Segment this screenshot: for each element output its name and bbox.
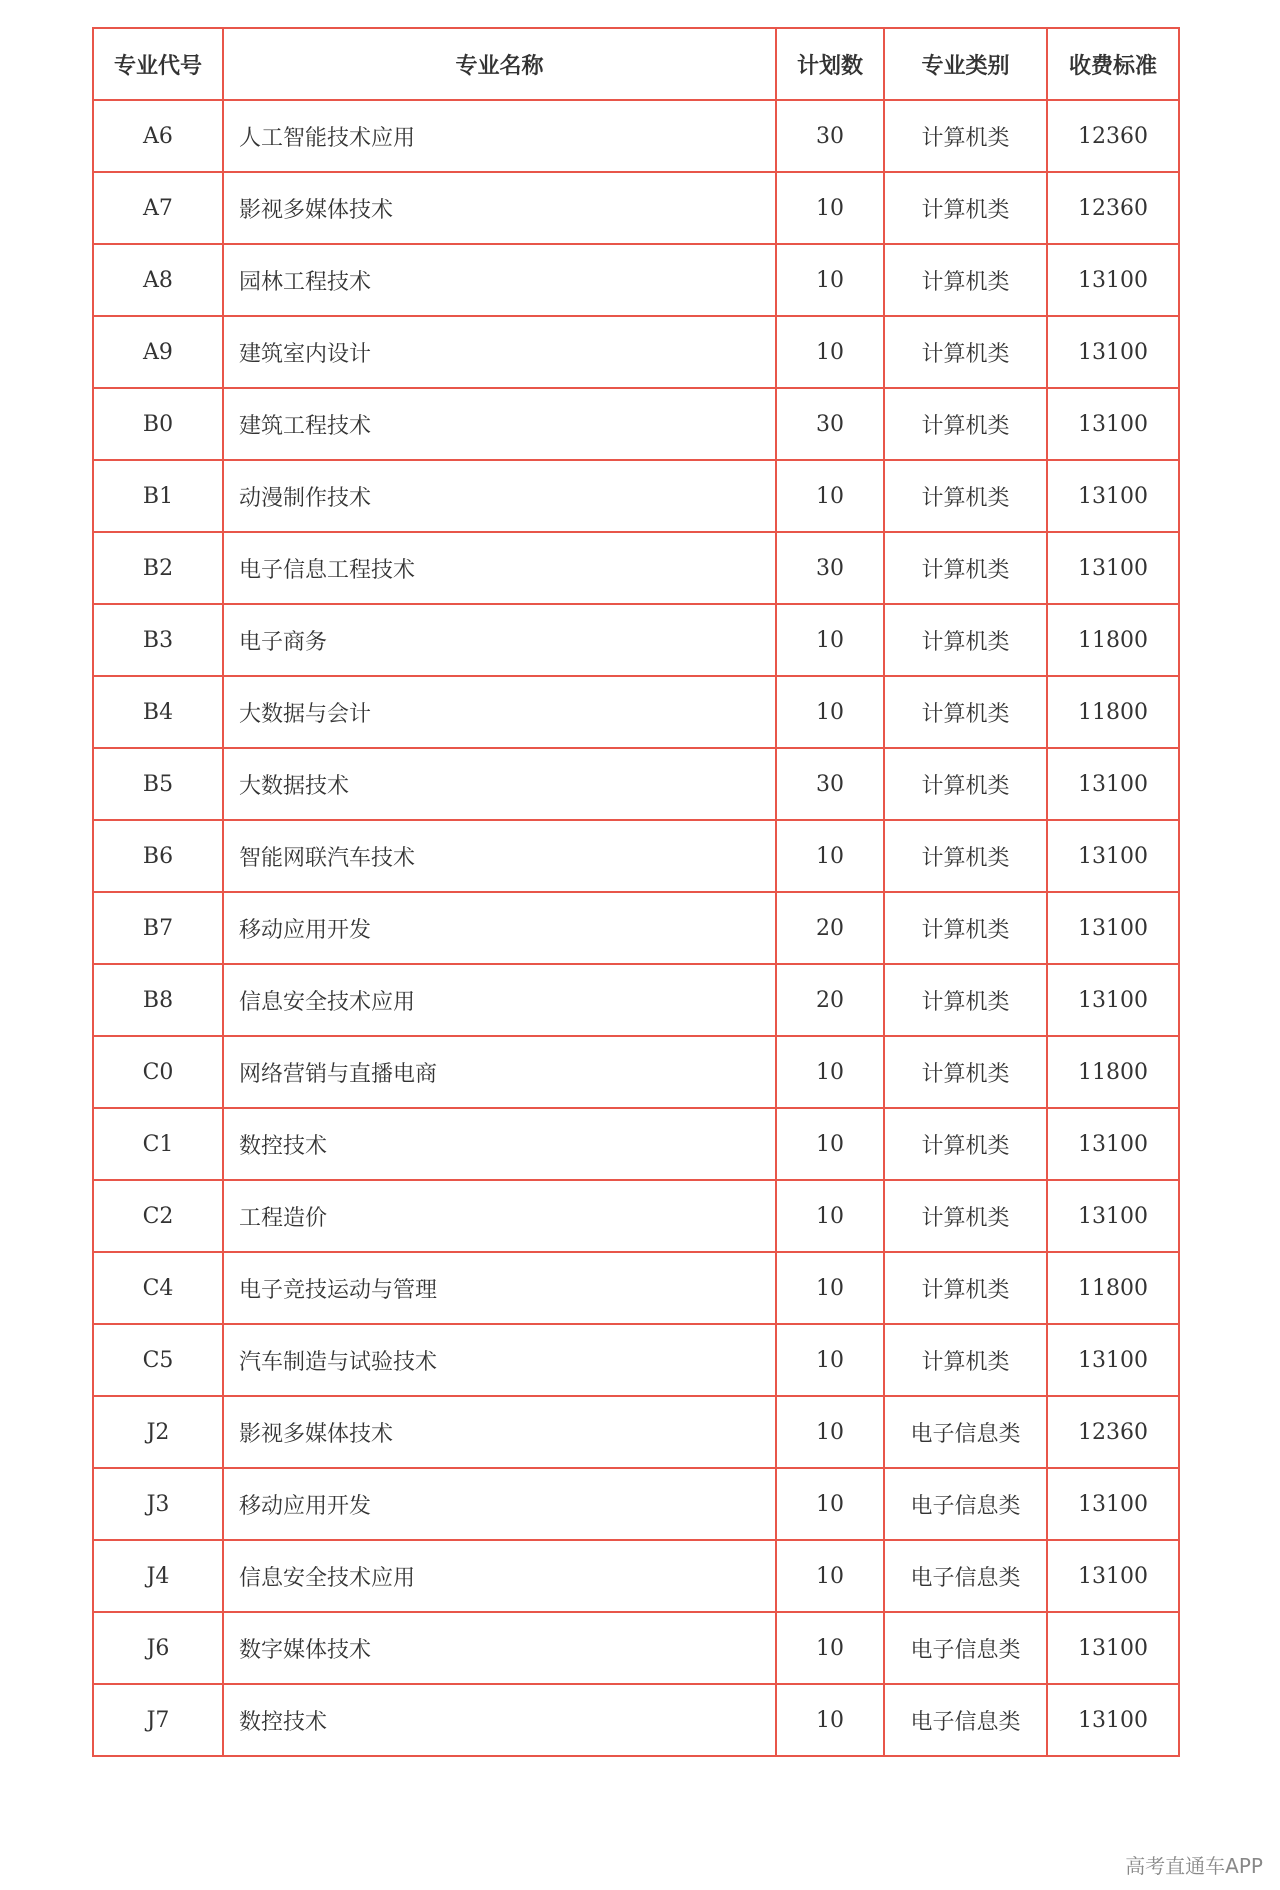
table-row — [93, 244, 1179, 316]
cell-fee-standard: 13100 — [1047, 892, 1179, 964]
cell-major-name: 智能网联汽车技术 — [223, 820, 776, 892]
cell-major-code: B3 — [93, 604, 223, 676]
header-major-category: 专业类别 — [884, 28, 1047, 100]
cell-major-category: 电子信息类 — [884, 1396, 1047, 1468]
table-row — [93, 892, 1179, 964]
cell-fee-standard: 13100 — [1047, 316, 1179, 388]
cell-plan-count: 20 — [776, 964, 884, 1036]
cell-plan-count: 10 — [776, 676, 884, 748]
cell-major-category: 计算机类 — [884, 316, 1047, 388]
cell-major-name: 影视多媒体技术 — [223, 1396, 776, 1468]
cell-fee-standard: 11800 — [1047, 1036, 1179, 1108]
cell-plan-count: 30 — [776, 748, 884, 820]
cell-major-code: J7 — [93, 1684, 223, 1756]
cell-plan-count: 10 — [776, 820, 884, 892]
cell-major-name: 大数据与会计 — [223, 676, 776, 748]
cell-major-code: A7 — [93, 172, 223, 244]
cell-major-category: 计算机类 — [884, 1252, 1047, 1324]
cell-major-name: 电子竞技运动与管理 — [223, 1252, 776, 1324]
cell-plan-count: 10 — [776, 1108, 884, 1180]
cell-major-code: C2 — [93, 1180, 223, 1252]
cell-plan-count: 10 — [776, 1468, 884, 1540]
cell-plan-count: 10 — [776, 316, 884, 388]
cell-major-code: B1 — [93, 460, 223, 532]
cell-major-category: 电子信息类 — [884, 1612, 1047, 1684]
cell-fee-standard: 13100 — [1047, 1468, 1179, 1540]
table-row — [93, 964, 1179, 1036]
cell-plan-count: 10 — [776, 244, 884, 316]
table-row — [93, 316, 1179, 388]
cell-major-name: 电子信息工程技术 — [223, 532, 776, 604]
cell-major-code: B6 — [93, 820, 223, 892]
table-body — [93, 100, 1179, 1756]
table-row — [93, 1180, 1179, 1252]
cell-major-name: 信息安全技术应用 — [223, 1540, 776, 1612]
cell-major-code: J4 — [93, 1540, 223, 1612]
cell-major-code: A6 — [93, 100, 223, 172]
cell-major-name: 建筑工程技术 — [223, 388, 776, 460]
cell-plan-count: 10 — [776, 1324, 884, 1396]
cell-major-code: J6 — [93, 1612, 223, 1684]
cell-major-name: 大数据技术 — [223, 748, 776, 820]
cell-fee-standard: 13100 — [1047, 1324, 1179, 1396]
cell-plan-count: 10 — [776, 604, 884, 676]
cell-major-name: 数字媒体技术 — [223, 1612, 776, 1684]
cell-plan-count: 10 — [776, 1036, 884, 1108]
cell-major-category: 计算机类 — [884, 1324, 1047, 1396]
cell-major-name: 汽车制造与试验技术 — [223, 1324, 776, 1396]
table-row — [93, 1684, 1179, 1756]
cell-major-category: 计算机类 — [884, 820, 1047, 892]
cell-major-category: 计算机类 — [884, 748, 1047, 820]
cell-major-name: 电子商务 — [223, 604, 776, 676]
table-row — [93, 172, 1179, 244]
watermark-text: 高考直通车APP — [1125, 1854, 1263, 1878]
cell-fee-standard: 13100 — [1047, 964, 1179, 1036]
cell-major-name: 信息安全技术应用 — [223, 964, 776, 1036]
table-row — [93, 1252, 1179, 1324]
cell-fee-standard: 13100 — [1047, 1540, 1179, 1612]
cell-major-name: 人工智能技术应用 — [223, 100, 776, 172]
table-row — [93, 748, 1179, 820]
cell-major-code: J2 — [93, 1396, 223, 1468]
cell-fee-standard: 13100 — [1047, 1180, 1179, 1252]
table-row — [93, 1324, 1179, 1396]
table-row — [93, 100, 1179, 172]
cell-major-category: 电子信息类 — [884, 1684, 1047, 1756]
cell-fee-standard: 13100 — [1047, 1612, 1179, 1684]
table-row — [93, 1468, 1179, 1540]
cell-major-code: J3 — [93, 1468, 223, 1540]
cell-major-category: 计算机类 — [884, 676, 1047, 748]
cell-fee-standard: 13100 — [1047, 388, 1179, 460]
enrollment-plan-table — [92, 27, 1180, 1757]
cell-plan-count: 10 — [776, 1540, 884, 1612]
table-row — [93, 820, 1179, 892]
cell-fee-standard: 12360 — [1047, 100, 1179, 172]
cell-plan-count: 10 — [776, 1252, 884, 1324]
table-row — [93, 388, 1179, 460]
cell-major-category: 计算机类 — [884, 1108, 1047, 1180]
cell-major-code: A9 — [93, 316, 223, 388]
cell-major-code: B4 — [93, 676, 223, 748]
cell-major-code: C5 — [93, 1324, 223, 1396]
table-row — [93, 532, 1179, 604]
table-row — [93, 1612, 1179, 1684]
cell-major-name: 数控技术 — [223, 1108, 776, 1180]
table-row — [93, 604, 1179, 676]
cell-major-category: 计算机类 — [884, 388, 1047, 460]
cell-major-category: 计算机类 — [884, 1036, 1047, 1108]
enrollment-table-container — [92, 27, 1178, 1757]
cell-major-name: 数控技术 — [223, 1684, 776, 1756]
cell-major-code: B5 — [93, 748, 223, 820]
cell-major-name: 移动应用开发 — [223, 892, 776, 964]
cell-major-category: 计算机类 — [884, 172, 1047, 244]
table-row — [93, 1396, 1179, 1468]
cell-major-category: 计算机类 — [884, 892, 1047, 964]
table-row — [93, 1108, 1179, 1180]
cell-fee-standard: 12360 — [1047, 172, 1179, 244]
cell-major-category: 计算机类 — [884, 1180, 1047, 1252]
cell-plan-count: 10 — [776, 1612, 884, 1684]
cell-major-category: 计算机类 — [884, 460, 1047, 532]
cell-plan-count: 30 — [776, 100, 884, 172]
cell-major-code: C4 — [93, 1252, 223, 1324]
cell-plan-count: 10 — [776, 1396, 884, 1468]
cell-fee-standard: 13100 — [1047, 1684, 1179, 1756]
cell-major-name: 影视多媒体技术 — [223, 172, 776, 244]
cell-major-category: 计算机类 — [884, 532, 1047, 604]
cell-major-category: 计算机类 — [884, 964, 1047, 1036]
cell-major-code: B0 — [93, 388, 223, 460]
cell-major-name: 动漫制作技术 — [223, 460, 776, 532]
header-major-code: 专业代号 — [93, 28, 223, 100]
cell-plan-count: 10 — [776, 1684, 884, 1756]
table-row — [93, 676, 1179, 748]
cell-plan-count: 10 — [776, 1180, 884, 1252]
cell-major-code: A8 — [93, 244, 223, 316]
table-row — [93, 460, 1179, 532]
cell-major-name: 园林工程技术 — [223, 244, 776, 316]
cell-major-name: 建筑室内设计 — [223, 316, 776, 388]
table-row — [93, 1540, 1179, 1612]
table-header-row — [93, 28, 1179, 100]
cell-major-name: 网络营销与直播电商 — [223, 1036, 776, 1108]
cell-fee-standard: 11800 — [1047, 604, 1179, 676]
cell-plan-count: 20 — [776, 892, 884, 964]
cell-major-category: 计算机类 — [884, 604, 1047, 676]
cell-plan-count: 10 — [776, 172, 884, 244]
table-row — [93, 1036, 1179, 1108]
cell-major-category: 电子信息类 — [884, 1540, 1047, 1612]
cell-major-code: B7 — [93, 892, 223, 964]
cell-major-name: 移动应用开发 — [223, 1468, 776, 1540]
cell-major-category: 计算机类 — [884, 244, 1047, 316]
cell-major-code: C1 — [93, 1108, 223, 1180]
cell-fee-standard: 11800 — [1047, 676, 1179, 748]
cell-fee-standard: 12360 — [1047, 1396, 1179, 1468]
cell-major-category: 电子信息类 — [884, 1468, 1047, 1540]
cell-major-code: B8 — [93, 964, 223, 1036]
cell-major-code: B2 — [93, 532, 223, 604]
cell-major-category: 计算机类 — [884, 100, 1047, 172]
cell-major-code: C0 — [93, 1036, 223, 1108]
cell-fee-standard: 13100 — [1047, 748, 1179, 820]
cell-fee-standard: 13100 — [1047, 244, 1179, 316]
cell-plan-count: 30 — [776, 388, 884, 460]
header-plan-count: 计划数 — [776, 28, 884, 100]
header-fee-standard: 收费标准 — [1047, 28, 1179, 100]
header-major-name: 专业名称 — [223, 28, 776, 100]
cell-fee-standard: 13100 — [1047, 1108, 1179, 1180]
cell-major-name: 工程造价 — [223, 1180, 776, 1252]
cell-plan-count: 30 — [776, 532, 884, 604]
cell-plan-count: 10 — [776, 460, 884, 532]
cell-fee-standard: 11800 — [1047, 1252, 1179, 1324]
cell-fee-standard: 13100 — [1047, 532, 1179, 604]
cell-fee-standard: 13100 — [1047, 820, 1179, 892]
cell-fee-standard: 13100 — [1047, 460, 1179, 532]
